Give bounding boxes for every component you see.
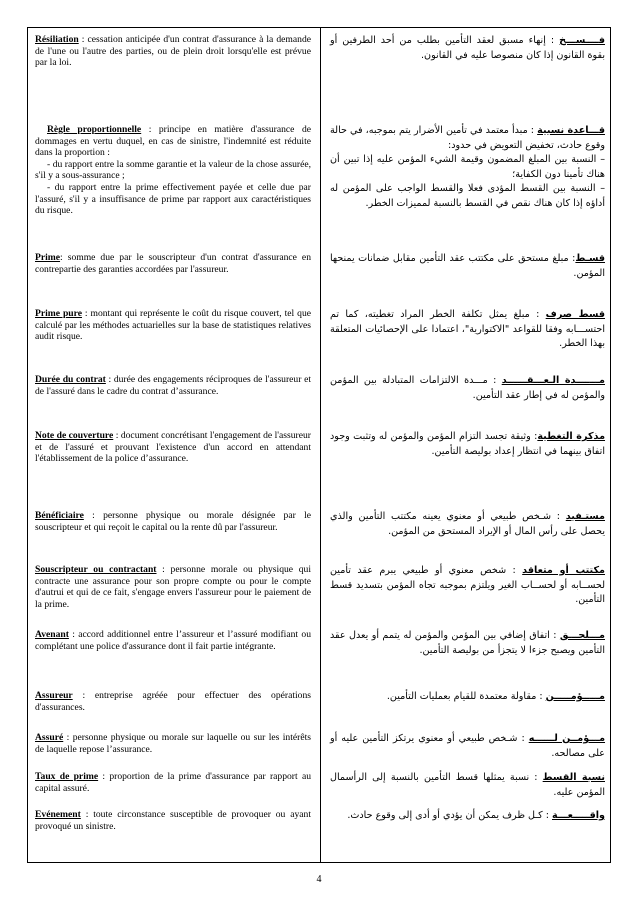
ar-definition xyxy=(330,34,605,63)
ar-definition xyxy=(330,124,605,211)
ar-term: نسبة القسط xyxy=(542,772,605,783)
ar-text: : كـل ظرف يمكن أن يؤدي أو أدى إلى وقوع حادث. xyxy=(347,810,552,821)
ar-definition xyxy=(330,629,605,658)
ar-subpoint: – النسبة بين المبلغ المضمون وقيمة الشيء المؤمن عليه إذا تبين أن هناك تأمينا دون الكفاية؛ xyxy=(330,154,605,180)
page-number: 4 xyxy=(316,874,322,885)
ar-text: : مبلغ يمثل تكلفة الخطر المراد تغطيته، كما تم احتســـابه وفقا للقواعد "الاكتوارية"، اعتمادا على الإحصائيات المتعلقة بهذا الخطر. xyxy=(330,309,605,349)
fr-term: Note de couverture xyxy=(35,430,114,441)
fr-text: : somme due par le souscripteur d'un contrat d'assurance en contrepartie des garanties accordées par l'assureur. xyxy=(35,252,311,275)
fr-text: : document concrétisant l'engagement de l'assureur et de l'assuré et prouvant l'existence d'un accord en attendant l'établissement de la police d’assurance. xyxy=(35,430,311,465)
ar-definition xyxy=(330,308,605,352)
fr-text: : personne morale ou physique qui contracte une assurance pour son propre compte ou pour le compte d'autrui et qui de ce fait, s'engage envers l'assureur pour le paiement de la prime. xyxy=(35,564,311,610)
ar-definition xyxy=(330,430,605,459)
ar-term: مـــــــدة الـعـــقــــــد xyxy=(501,375,605,386)
fr-term: Avenant xyxy=(35,629,69,640)
fr-definition xyxy=(35,34,311,69)
fr-text: : proportion de la prime d'assurance par rapport au capital assuré. xyxy=(35,771,311,794)
fr-definition xyxy=(35,374,311,397)
fr-definition xyxy=(35,732,311,755)
ar-definition xyxy=(330,564,605,608)
fr-term: Evénement xyxy=(35,809,81,820)
ar-term: مستـفيد xyxy=(565,511,605,522)
fr-term: Règle proportionnelle xyxy=(47,124,142,135)
ar-text: : نسبة يمثلها قسط التأمين بالنسبة إلى الرأسمال المؤمن عليه. xyxy=(330,772,605,798)
fr-text: : accord additionnel entre l’assureur et l’assuré modifiant ou complétant une police d'assurance dont il fait partie intégrante. xyxy=(35,629,311,652)
ar-text: : مقاولة معتمدة للقيام بعمليات التأمين. xyxy=(386,691,546,702)
fr-definition xyxy=(35,430,311,465)
ar-term: مـــلحـــق xyxy=(559,630,605,641)
ar-definition xyxy=(330,510,605,539)
ar-definition xyxy=(330,252,605,281)
fr-definition xyxy=(35,252,311,275)
ar-subpoint: – النسبة بين القسط المؤدى فعلا والقسط الواجب على المؤمن له أداؤه إذا كان هناك نقص في القسط بالنسبة لمميزات الخطر. xyxy=(330,183,605,209)
fr-term: Bénéficiaire xyxy=(35,510,84,521)
fr-definition xyxy=(35,564,311,610)
ar-definition xyxy=(330,732,605,761)
ar-term: مذكرة التغطية xyxy=(537,431,606,442)
fr-subpoint: - du rapport entre la somme garantie et la valeur de la chose assurée, s'il y a sous-assurance ; xyxy=(35,158,311,182)
ar-term: واقـــــعـــة xyxy=(552,810,605,821)
fr-definition xyxy=(35,308,311,343)
fr-text: : montant qui représente le coût du risque couvert, tel que calculé par les méthodes actuarielles sur la base de statistiques relatives audit risque. xyxy=(35,308,311,343)
fr-text: : durée des engagements réciproques de l'assureur et de l'assuré dans le cadre du contrat d’assurance. xyxy=(35,374,312,397)
ar-term: قسط صرف xyxy=(545,309,605,320)
ar-term: فــــســـخ xyxy=(559,35,605,46)
fr-text: : personne physique ou morale désignée par le souscripteur et qui reçoit le capital ou la rente dû par l'assureur. xyxy=(35,510,311,533)
fr-definition xyxy=(35,510,311,533)
ar-term: قـــاعدة نسبية xyxy=(537,125,605,136)
ar-text: : مـــدة الالتزامات المتبادلة بين المؤمن والمؤمن له في إطار عقد التأمين. xyxy=(330,375,605,401)
fr-text: : personne physique ou morale sur laquelle ou sur les intérêts de laquelle repose l’assurance. xyxy=(35,732,311,755)
fr-definition xyxy=(35,690,311,713)
ar-definition xyxy=(330,771,605,800)
ar-text: : وثيقة تجسد التزام المؤمن والمؤمن له وتثبت وجود اتفاق بينهما في انتظار إعداد بوليصة التأمين. xyxy=(330,431,605,457)
fr-definition xyxy=(35,809,311,832)
fr-text: : principe en matière d'assurance de dommages en vertu duquel, en cas de sinistre, l'indemnité est réduite dans la proportion : xyxy=(35,124,311,159)
ar-text: : مبلغ مستحق على مكتتب عقد التأمين مقابل ضمانات يمنحها المؤمن. xyxy=(330,253,605,279)
glossary-table xyxy=(27,27,611,863)
ar-term: مكتتب أو متعاقد xyxy=(522,565,605,576)
fr-term: Prime pure xyxy=(35,308,82,319)
column-divider xyxy=(320,28,321,862)
ar-text: : اتفاق إضافي بين المؤمن والمؤمن له يتمم أو يعدل عقد التأمين ويصبح جزءا لا يتجزأ من بوليصة التأمين. xyxy=(330,630,605,656)
fr-term: Prime xyxy=(35,252,61,263)
ar-term: مـــؤمــن لــــــه xyxy=(528,733,606,744)
fr-term: Souscripteur ou contractant xyxy=(35,564,157,575)
ar-text: : مبدأ معتمد في تأمين الأضرار يتم بموجبه، في حالة وقوع حادث، تخفيض التعويض في حدود: xyxy=(330,125,605,151)
fr-definition xyxy=(35,771,311,794)
ar-definition xyxy=(330,809,605,824)
fr-term: Taux de prime xyxy=(35,771,99,782)
ar-text: : شـخص طبيعي أو معنوي يرتكز التأمين عليه أو على مصالحه. xyxy=(330,733,605,759)
ar-term: قسـط xyxy=(575,253,605,264)
fr-definition xyxy=(35,124,311,217)
fr-text: : entreprise agréée pour effectuer des opérations d'assurances. xyxy=(35,690,311,713)
ar-definition xyxy=(330,374,605,403)
ar-text: : شـخص طبيعي أو معنوي يعينه مكتتب التأمين والذي يحصل على رأس المال أو الإيراد المستحق من المؤمن. xyxy=(330,511,605,537)
fr-term: Résiliation xyxy=(35,34,79,45)
fr-term: Assureur xyxy=(35,690,73,701)
fr-subpoint: - du rapport entre la prime effectivement payée et celle due par l'assuré, s'il y a insuffisance de prime par rapport aux caractéristiques du risque. xyxy=(35,181,311,217)
fr-text: : toute circonstance susceptible de provoquer ou ayant provoqué un sinistre. xyxy=(35,809,311,832)
ar-term: مـــــؤمـــــن xyxy=(545,691,605,702)
ar-text: : شخص معنوي أو طبيعي يبرم عقد تأمين لحســابه أو لحســاب الغير ويلتزم بموجبه تجاه المؤمن بتسديد قسط التأمين. xyxy=(330,565,605,605)
ar-text: : إنهاء مسبق لعقد التأمين بطلب من أحد الطرفين أو بقوة القانون إذا كان منصوصا عليه في القانون. xyxy=(330,35,605,61)
fr-term: Assuré xyxy=(35,732,64,743)
fr-term: Durée du contrat xyxy=(35,374,106,385)
fr-text: : cessation anticipée d'un contrat d'assurance à la demande de l'une ou l'autre des parties, ou de plein droit lorsqu'elle est prévue par la loi. xyxy=(35,34,311,69)
ar-definition xyxy=(330,690,605,705)
fr-definition xyxy=(35,629,311,652)
